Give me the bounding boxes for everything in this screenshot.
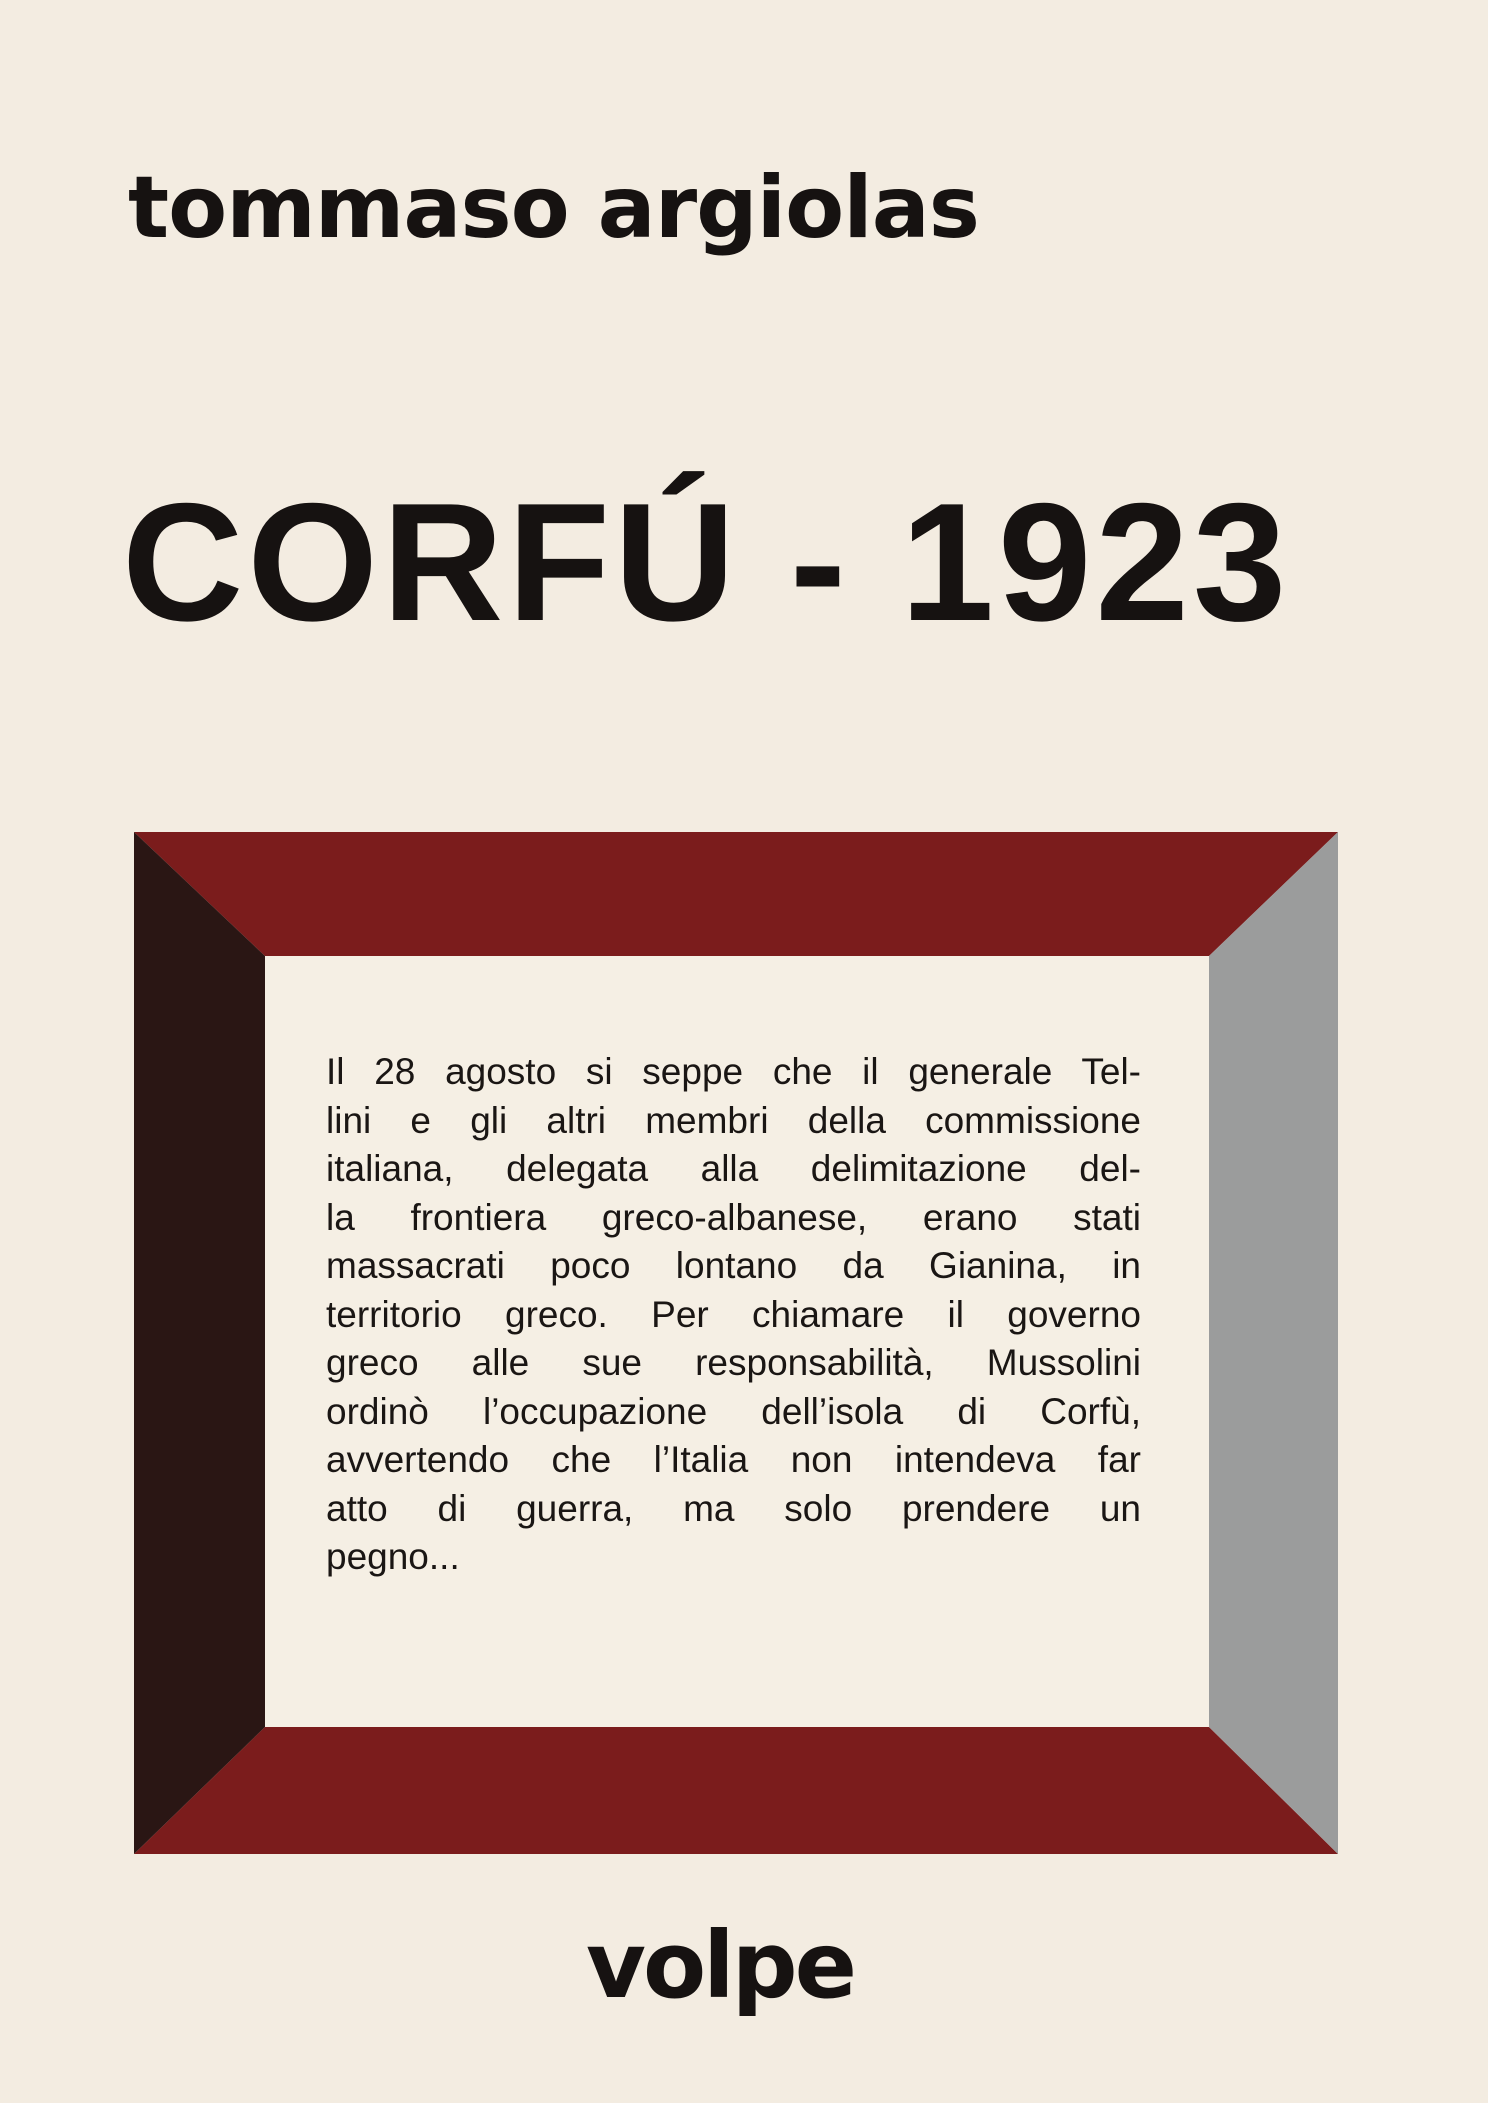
- frame-top-bevel: [134, 832, 1338, 956]
- frame-left-bevel: [134, 832, 265, 1854]
- publisher-logo: volpe: [586, 1912, 854, 2019]
- blurb-line: pegno...: [326, 1536, 460, 1577]
- author-name: tommaso argiolas: [128, 158, 979, 258]
- blurb-line: italiana, delegata alla delimitazione del-: [326, 1148, 1141, 1189]
- blurb-line: avvertendo che l’Italia non intendeva far: [326, 1439, 1141, 1480]
- blurb-line: territorio greco. Per chiamare il governo: [326, 1293, 1141, 1335]
- blurb-line: ordinò l’occupazione dell’isola di Corfù,: [326, 1390, 1141, 1432]
- frame-right-bevel: [1209, 832, 1338, 1854]
- blurb-line: la frontiera greco-albanese, erano stati: [326, 1196, 1141, 1238]
- frame-bottom-bevel: [134, 1727, 1338, 1854]
- blurb-line: massacrati poco lontano da Gianina, in: [326, 1245, 1141, 1286]
- blurb-line: Il 28 agosto si seppe che il generale Tel-: [326, 1051, 1141, 1092]
- blurb-line: atto di guerra, ma solo prendere un: [326, 1487, 1141, 1529]
- book-title: CORFÚ - 1923: [122, 468, 1291, 656]
- blurb-text: [326, 1048, 1141, 1582]
- blurb-line: lini e gli altri membri della commissione: [326, 1099, 1141, 1141]
- blurb-line: greco alle sue responsabilità, Mussolini: [326, 1342, 1141, 1383]
